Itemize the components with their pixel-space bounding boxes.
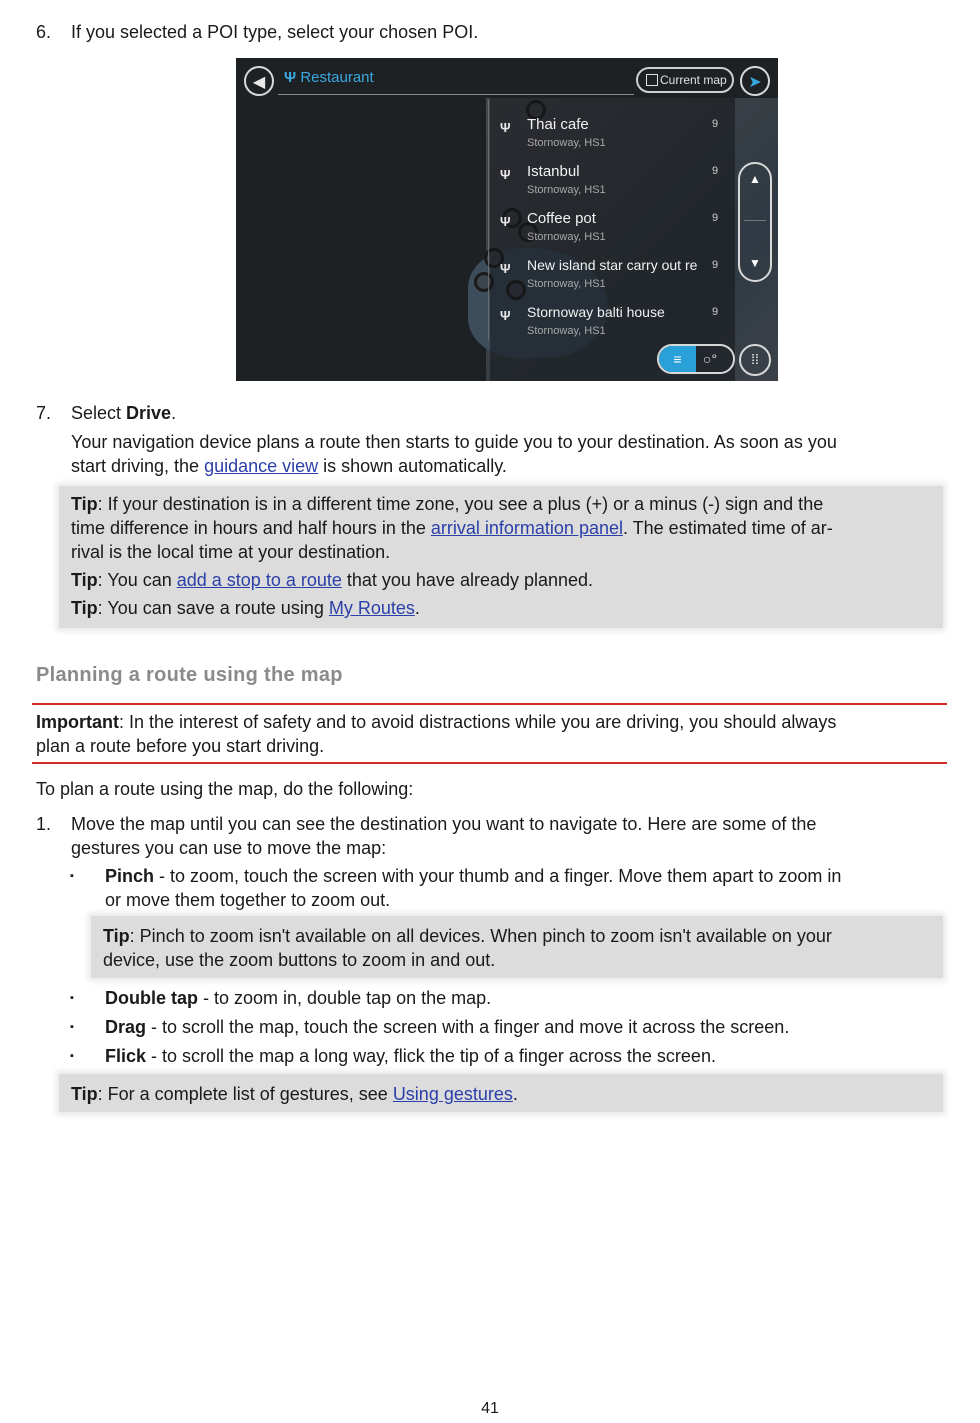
- device-top-bar: [236, 58, 778, 98]
- restaurant-icon: Ψ: [500, 120, 511, 135]
- step-1-number: 1.: [36, 814, 52, 834]
- section-heading: Planning a route using the map: [36, 664, 343, 686]
- poi-list-item[interactable]: Ψ Coffee pot Stornoway, HS1 9: [500, 210, 719, 243]
- add-stop-link[interactable]: add a stop to a route: [176, 570, 342, 590]
- bullet: ▪: [70, 992, 74, 1004]
- scroll-up-button[interactable]: [740, 172, 770, 186]
- poi-list-item[interactable]: Ψ New island star carry out re Stornoway, HS1 9: [500, 257, 719, 290]
- step-1-line-1: Move the map until you can see the destination you want to navigate to. Here are some of the: [71, 814, 817, 834]
- pinch-line-1: Pinch - to zoom, touch the screen with your thumb and a finger. Move them apart to zoom in: [105, 866, 842, 886]
- pinch-tip-box: [91, 916, 943, 978]
- poi-list-item[interactable]: Ψ Thai cafe Stornoway, HS1 9: [500, 116, 719, 149]
- gestures-tip-box: [59, 1074, 943, 1112]
- scroll-separator: [744, 220, 766, 221]
- tip-time-zone: Tip: If your destination is in a different time zone, you see a plus (+) or a minus (-) sign and the: [71, 494, 824, 514]
- gestures-tip: Tip: For a complete list of gestures, see Using gestures.: [71, 1084, 518, 1104]
- pinch-tip-line-1: Tip: Pinch to zoom isn't available on all devices. When pinch to zoom isn't available on your: [103, 926, 832, 946]
- arrow-icon: ➤: [748, 74, 762, 91]
- poi-list-item[interactable]: Ψ Stornoway balti house Stornoway, HS1 9: [500, 304, 719, 337]
- list-divider: [488, 100, 489, 340]
- my-routes-link[interactable]: My Routes: [328, 598, 415, 618]
- list-scroll-control: [738, 162, 772, 282]
- tip-time-zone-line-2: time difference in hours and half hours in the arrival information panel. The estimated time of ar-: [71, 518, 833, 538]
- important-line-2: plan a route before you start driving.: [36, 736, 325, 756]
- step-7-title: Select Drive.: [71, 403, 177, 423]
- navigate-arrow-button[interactable]: [740, 66, 770, 96]
- arrival-information-panel-link[interactable]: arrival information panel: [430, 518, 623, 538]
- poi-list-item[interactable]: Ψ Istanbul Stornoway, HS1 9: [500, 163, 719, 196]
- important-bottom-rule: [32, 762, 947, 764]
- step-1-line-2: gestures you can use to move the map:: [71, 838, 387, 858]
- menu-grid-icon: ⁞⁞: [751, 351, 759, 367]
- restaurant-icon: Ψ: [500, 261, 511, 276]
- tip-add-stop: Tip: You can add a stop to a route that you have already planned.: [71, 570, 594, 590]
- chevron-left-icon: ◀: [252, 74, 266, 91]
- restaurant-icon: Ψ: [284, 69, 301, 86]
- step-7-description-line-2: start driving, the guidance view is shown automatically.: [71, 456, 507, 476]
- tip-box: [59, 486, 943, 628]
- guidance-view-link[interactable]: guidance view: [204, 456, 319, 476]
- bullet: ▪: [70, 1050, 74, 1062]
- pinch-tip-line-2: device, use the zoom buttons to zoom in and out.: [103, 950, 496, 970]
- page-number: 41: [481, 1400, 499, 1417]
- bullet: ▪: [70, 1021, 74, 1033]
- flick-item: Flick - to scroll the map a long way, flick the tip of a finger across the screen.: [105, 1046, 716, 1066]
- restaurant-icon: Ψ: [500, 308, 511, 323]
- list-view-toggle[interactable]: [657, 344, 735, 374]
- device-screenshot: [236, 58, 778, 381]
- tip-save-route: Tip: You can save a route using My Routes.: [71, 598, 420, 618]
- map-view-icon: ○°: [703, 351, 718, 367]
- important-line-1: Important: In the interest of safety and to avoid distractions while you are driving, you should always: [36, 712, 837, 732]
- drag-item: Drag - to scroll the map, touch the screen with a finger and move it across the screen.: [105, 1017, 790, 1037]
- tip-time-zone-line-3: rival is the local time at your destination.: [71, 542, 391, 562]
- restaurant-icon: Ψ: [500, 214, 511, 229]
- section-intro: To plan a route using the map, do the following:: [36, 779, 414, 799]
- poi-type-title: Ψ Restaurant: [284, 69, 374, 86]
- step-6-text: If you selected a POI type, select your chosen POI.: [71, 22, 479, 42]
- list-icon: ≡: [659, 346, 696, 372]
- chevron-down-icon: ▼: [749, 256, 761, 270]
- map-icon: [646, 74, 658, 86]
- back-button[interactable]: [244, 66, 274, 96]
- step-6-number: 6.: [36, 22, 52, 42]
- double-tap-item: Double tap - to zoom in, double tap on the map.: [105, 988, 492, 1008]
- restaurant-icon: Ψ: [500, 167, 511, 182]
- title-underline: [278, 94, 634, 95]
- chevron-up-icon: ▲: [749, 172, 761, 186]
- important-top-rule: [32, 703, 947, 705]
- scroll-down-button[interactable]: [740, 256, 770, 270]
- using-gestures-link[interactable]: Using gestures: [392, 1084, 513, 1104]
- bullet: ▪: [70, 870, 74, 882]
- step-7-description-line-1: Your navigation device plans a route then starts to guide you to your destination. As soon as you: [71, 432, 837, 452]
- drive-label: Drive: [126, 403, 172, 423]
- pinch-line-2: or move them together to zoom out.: [105, 890, 391, 910]
- step-7-number: 7.: [36, 403, 52, 423]
- current-map-button[interactable]: Current map: [636, 67, 734, 93]
- main-menu-button[interactable]: [739, 344, 771, 376]
